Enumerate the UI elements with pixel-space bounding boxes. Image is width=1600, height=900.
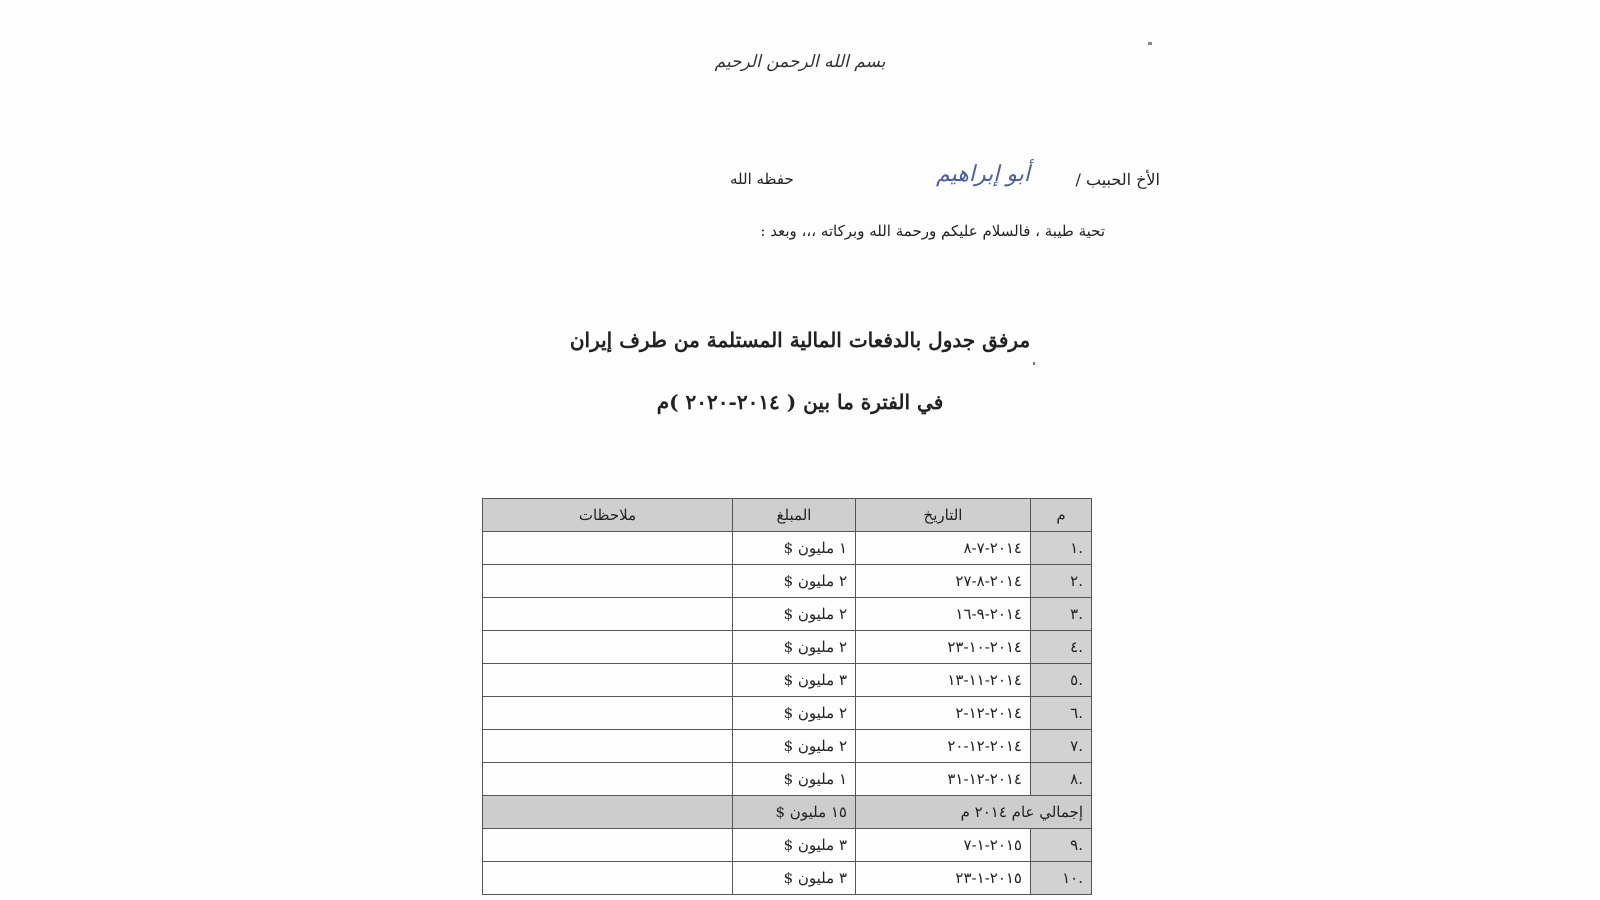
row-date: ٢٠١٤-٧-٨ xyxy=(856,532,1031,565)
row-number: .١ xyxy=(1031,532,1092,565)
total-label: إجمالي عام ٢٠١٤ م xyxy=(856,796,1092,829)
greeting-line: تحية طيبة ، فالسلام عليكم ورحمة الله وبركاته ،،، وبعد : xyxy=(760,222,1105,240)
row-amount: ٢ مليون $ xyxy=(733,631,856,664)
row-date: ٢٠١٤-٨-٢٧ xyxy=(856,565,1031,598)
document-subtitle: في الفترة ما بين ( ٢٠١٤-٢٠٢٠ )م xyxy=(656,390,944,414)
header-notes: ملاحظات xyxy=(483,499,733,532)
row-date: ٢٠١٤-١٢-٢٠ xyxy=(856,730,1031,763)
addressee-label: الأخ الحبيب / xyxy=(1075,170,1160,189)
row-notes xyxy=(483,829,733,862)
row-date: ٢٠١٥-١-٢٣ xyxy=(856,862,1031,895)
row-amount: ٣ مليون $ xyxy=(733,829,856,862)
row-date: ٢٠١٤-١١-١٣ xyxy=(856,664,1031,697)
row-date: ٢٠١٤-٩-١٦ xyxy=(856,598,1031,631)
total-row xyxy=(483,796,1092,829)
table-row xyxy=(483,763,1092,796)
table-row xyxy=(483,598,1092,631)
handwritten-signature: أبو إبراهيم xyxy=(936,162,1030,187)
row-notes xyxy=(483,763,733,796)
scan-dot xyxy=(1033,362,1035,365)
row-number: .٨ xyxy=(1031,763,1092,796)
row-amount: ٢ مليون $ xyxy=(733,565,856,598)
row-notes xyxy=(483,631,733,664)
row-notes xyxy=(483,565,733,598)
row-amount: ٢ مليون $ xyxy=(733,598,856,631)
row-amount: ١ مليون $ xyxy=(733,763,856,796)
row-amount: ٣ مليون $ xyxy=(733,664,856,697)
row-notes xyxy=(483,598,733,631)
table-header-row xyxy=(483,499,1092,532)
row-date: ٢٠١٤-١٢-٣١ xyxy=(856,763,1031,796)
table-row xyxy=(483,862,1092,895)
row-date: ٢٠١٥-١-٧ xyxy=(856,829,1031,862)
row-notes xyxy=(483,697,733,730)
row-date: ٢٠١٤-١٠-٢٣ xyxy=(856,631,1031,664)
row-number: .٤ xyxy=(1031,631,1092,664)
row-amount: ١ مليون $ xyxy=(733,532,856,565)
table-row xyxy=(483,664,1092,697)
addressee-line xyxy=(700,162,1160,198)
table-row xyxy=(483,631,1092,664)
table-row xyxy=(483,532,1092,565)
total-amount: ١٥ مليون $ xyxy=(733,796,856,829)
basmala-heading: بسم الله الرحمن الرحيم xyxy=(714,52,886,72)
total-notes xyxy=(483,796,733,829)
document-title: مرفق جدول بالدفعات المالية المستلمة من طرف إيران xyxy=(569,328,1031,352)
row-amount: ٣ مليون $ xyxy=(733,862,856,895)
scan-mark xyxy=(1148,42,1152,45)
row-number: .٩ xyxy=(1031,829,1092,862)
row-amount: ٢ مليون $ xyxy=(733,730,856,763)
payments-table xyxy=(482,498,1092,895)
table-row xyxy=(483,565,1092,598)
row-date: ٢٠١٤-١٢-٢ xyxy=(856,697,1031,730)
addressee-closing: حفظه الله xyxy=(730,170,794,188)
row-notes xyxy=(483,862,733,895)
row-number: .٧ xyxy=(1031,730,1092,763)
row-notes xyxy=(483,664,733,697)
row-number: .٣ xyxy=(1031,598,1092,631)
row-number: .٢ xyxy=(1031,565,1092,598)
table-row xyxy=(483,829,1092,862)
header-no: م xyxy=(1031,499,1092,532)
row-number: .٦ xyxy=(1031,697,1092,730)
table-row xyxy=(483,697,1092,730)
header-amount: المبلغ xyxy=(733,499,856,532)
table-row xyxy=(483,730,1092,763)
row-number: .٥ xyxy=(1031,664,1092,697)
row-notes xyxy=(483,532,733,565)
row-amount: ٢ مليون $ xyxy=(733,697,856,730)
row-notes xyxy=(483,730,733,763)
row-number: .١٠ xyxy=(1031,862,1092,895)
header-date: التاريخ xyxy=(856,499,1031,532)
